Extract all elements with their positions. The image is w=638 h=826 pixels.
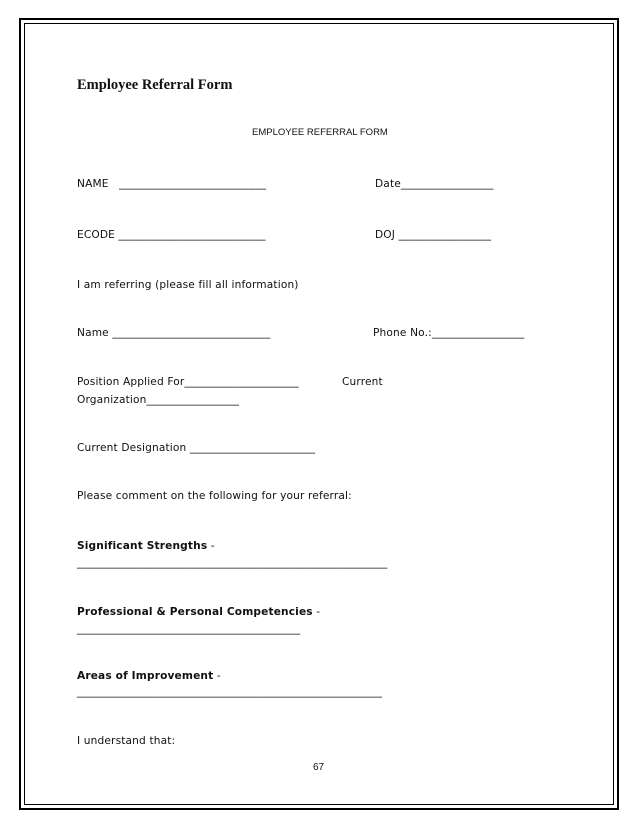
strengths-line[interactable]: _________________________________________________________ xyxy=(77,557,388,569)
competencies-heading xyxy=(77,606,320,619)
strengths-separator: - xyxy=(207,540,215,552)
date-field[interactable]: Date_________________ xyxy=(375,178,494,190)
strengths-label: Significant Strengths xyxy=(77,540,208,552)
competencies-separator: - xyxy=(312,606,321,618)
referring-intro: I am referring (please fill all information) xyxy=(77,279,299,291)
competencies-line[interactable]: _________________________________________ xyxy=(77,623,301,635)
document-heading: Employee Referral Form xyxy=(77,77,233,93)
current-designation-field[interactable]: Current Designation _______________________ xyxy=(77,442,316,454)
improvement-heading xyxy=(77,670,221,683)
improvement-label: Areas of Improvement xyxy=(77,670,214,682)
current-label: Current xyxy=(342,376,383,388)
comment-prompt: Please comment on the following for your referral: xyxy=(77,490,352,502)
phone-field[interactable]: Phone No.:_________________ xyxy=(373,327,525,339)
form-title: EMPLOYEE REFERRAL FORM xyxy=(252,127,388,138)
improvement-line[interactable]: ________________________________________________________ xyxy=(77,686,383,698)
current-organization-field[interactable]: Organization_________________ xyxy=(77,394,240,406)
referral-name-field[interactable]: Name _____________________________ xyxy=(77,327,271,339)
page-number: 67 xyxy=(313,762,325,773)
understand-text: I understand that: xyxy=(77,735,176,747)
doj-field[interactable]: DOJ _________________ xyxy=(375,229,492,241)
position-applied-field[interactable]: Position Applied For_____________________ xyxy=(77,376,299,388)
ecode-field[interactable]: ECODE ___________________________ xyxy=(77,229,266,241)
improvement-separator: - xyxy=(213,670,221,682)
name-field[interactable]: NAME ___________________________ xyxy=(77,178,267,190)
strengths-heading xyxy=(77,540,215,553)
competencies-label: Professional & Personal Competencies xyxy=(77,606,313,618)
